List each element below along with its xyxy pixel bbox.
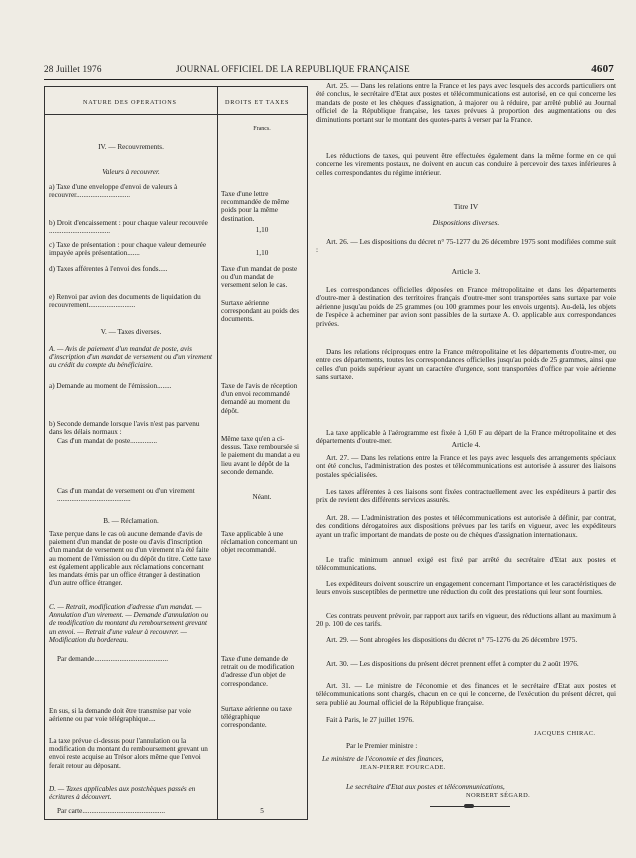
article4-heading: Article 4. bbox=[451, 440, 481, 449]
row-B-value: Taxe applicable à une réclamation concernant un objet recommandé. bbox=[221, 530, 298, 555]
art30-paragraph: Art. 30. — Les dispositions du présent décret prennent effet à compter du 2 août 1976. bbox=[326, 659, 579, 668]
row-D-value: 5 bbox=[260, 807, 264, 815]
dispositions-heading: Dispositions diverses. bbox=[432, 218, 500, 227]
row-D-label: Par carte.............................................. bbox=[57, 807, 165, 815]
section-C-title: C. — Retrait, modification d'adresse d'un mandat. — Annulation d'un virement. — Demande d'annulation ou de modification du montant du remboursement grevant un envoi. — Retrait d'une valeur à recouvrer. — Modification du bordereau. bbox=[49, 603, 209, 644]
row-d-value: Taxe d'un mandat de poste ou d'un mandat de versement selon le cas. bbox=[221, 265, 298, 290]
secretaire-line: Le secrétaire d'Etat aux postes et télécommunications, bbox=[346, 782, 505, 791]
row-b-value: 1,10 bbox=[255, 226, 269, 234]
row-Aa-label: a) Demande au moment de l'émission........ bbox=[49, 382, 172, 390]
art29-paragraph: Art. 29. — Sont abrogées les dispositions du décret n° 75-1276 du 26 décembre 1975. bbox=[326, 635, 578, 644]
row-e-value: Surtaxe aérienne correspondant au poids des documents. bbox=[221, 299, 300, 324]
row-c-label: c) Taxe de présentation : pour chaque valeur demeurée impayée après présentation....... bbox=[49, 241, 207, 258]
section-A-title: A. — Avis de paiement d'un mandat de poste, avis d'inscription d'un mandat de versement ou d'un virement au crédit du compte du bénéficiaire. bbox=[49, 345, 213, 370]
row-C-sus-label: En sus, si la demande doit être transmise par voie aérienne ou par voie télégraphique.... bbox=[49, 707, 192, 724]
section-B-title: B. — Réclamation. bbox=[103, 517, 159, 525]
row-Ab-sub1-value: Même taxe qu'en a ci-dessus. Taxe remboursée si le paiement du mandat a eu lieu avant le dépôt de la seconde demande. bbox=[221, 435, 300, 476]
art28-paragraph-2: Le trafic minimum annuel exigé est fixé par arrêté du secrétaire d'Etat aux postes et télécommunications. bbox=[316, 555, 616, 573]
header-journal-title: JOURNAL OFFICIEL DE LA REPUBLIQUE FRANÇAISE bbox=[176, 64, 410, 74]
row-d-label: d) Taxes afférentes à l'envoi des fonds..... bbox=[49, 265, 168, 273]
art26-paragraph: Art. 26. — Les dispositions du décret n° 75-1277 du 26 décembre 1975 sont modifiées comme suit : bbox=[316, 237, 616, 255]
row-B-label: Taxe perçue dans le cas où aucune demande d'avis de paiement d'un mandat de poste ou d'avis d'inscription d'un mandat de versement ou d'un virement n'a été faite au moment de l'émission ou du dépôt du titre. Cette taxe est également applicable aux réclamations concernant les mandats émis par un office étranger à destination d'un autre office étranger. bbox=[49, 530, 211, 588]
art28-paragraph-3: Les expéditeurs doivent souscrire un engagement concernant l'importance et les caractéristiques de leurs envois susceptibles de permettre une réduction du coût des prestations qui leur sont fournies. bbox=[316, 579, 616, 597]
art27-paragraph-2: Les taxes afférentes à ces liaisons sont fixées contractuellement avec les expéditeurs à partir des prix de revient des différents services assurés. bbox=[316, 487, 616, 505]
art3-paragraph-1: Les correspondances officielles déposées en France métropolitaine et dans les départements d'outre-mer à destination des territoires français d'outre-mer sont transportées sans surtaxe par voie aérienne jusqu'au poids de 25 grammes (ou 100 grammes pour les envois urgents). Au-delà, les objets de l'espèce à acheminer par avion sont passibles de la surtaxe A. O. applicable aux correspondances privées. bbox=[316, 285, 616, 328]
section-D-title: D. — Taxes applicables aux postchèques passés en écritures à découvert. bbox=[49, 785, 196, 802]
art25-paragraph: Art. 25. — Dans les relations entre la France et les pays avec lesquels des accords particuliers ont été conclus, le secrétaire d'Etat aux postes et télécommunications est autorisé, en ce qui concerne les mandats de poste et les chèques d'assignation, à majorer ou à réduire, par arrêté publié au Journal officiel de la République française, les taxes prévues à proportion des augmentations ou des diminutions portant sur le montant des quotes-parts à verser par la France. bbox=[316, 81, 616, 124]
row-c-value: 1,10 bbox=[255, 249, 269, 257]
titre-iv-heading: Titre IV bbox=[453, 202, 479, 211]
row-a-label: a) Taxe d'une enveloppe d'envoi de valeurs à recouvrer.............................. bbox=[49, 183, 178, 200]
row-Ab-sub2-value: Néant. bbox=[252, 493, 272, 501]
row-C-demande-label: Par demande......................................... bbox=[57, 655, 168, 663]
page-header bbox=[44, 64, 614, 78]
valeurs-subtitle: Valeurs à recouvrer. bbox=[102, 168, 160, 176]
end-ornament bbox=[430, 806, 510, 807]
art4-paragraph: La taxe applicable à l'aérogramme est fixée à 1,60 F au départ de la France métropolitaine et des départements d'outre-mer. bbox=[316, 428, 616, 446]
header-date: 28 Juillet 1976 bbox=[44, 64, 102, 74]
row-e-label: e) Renvoi par avion des documents de liquidation du recouvrement.......................... bbox=[49, 293, 201, 310]
signature-segard: NORBERT SÉGARD. bbox=[466, 792, 531, 799]
row-C-sus-value: Surtaxe aérienne ou taxe télégraphique correspondante. bbox=[221, 705, 292, 730]
section-v-title: V. — Taxes diverses. bbox=[100, 328, 162, 336]
row-Ab-sub2-label: Cas d'un mandat de versement ou d'un virement ......................................... bbox=[57, 487, 195, 504]
section-iv-title: IV. — Recouvrements. bbox=[98, 143, 164, 151]
header-rule bbox=[44, 79, 614, 80]
table-header-separator bbox=[45, 114, 307, 115]
table-header-droits: DROITS ET TAXES bbox=[225, 99, 290, 106]
table-header-nature: NATURE DES OPERATIONS bbox=[83, 99, 177, 106]
row-Ab-sub1-label: Cas d'un mandat de poste............... bbox=[57, 437, 158, 445]
row-C-note: La taxe prévue ci-dessus pour l'annulation ou la modification du montant du remboursement grevant un envoi reste acquise au Trésor alors même que l'envoi ferait retour au déposant. bbox=[49, 737, 208, 770]
ministre-line: Le ministre de l'économie et des finances, bbox=[322, 754, 444, 763]
article3-heading: Article 3. bbox=[451, 267, 481, 276]
art31-paragraph: Art. 31. — Le ministre de l'économie et des finances et le secrétaire d'Etat aux postes et télécommunications sont chargés, chacun en ce qui le concerne, de l'exécution du présent décret, qui sera publié au Journal officiel de la République française. bbox=[316, 681, 616, 707]
row-C-demande-value: Taxe d'une demande de retrait ou de modification d'adresse d'un objet de correspondance. bbox=[221, 655, 295, 688]
tariff-table bbox=[44, 86, 308, 820]
reductions-paragraph: Les réductions de taxes, qui peuvent être effectuées également dans la même forme en ce qui concerne les virements postaux, ne doivent en aucun cas conduire à percevoir des taxes inférieures à celles correspondantes du régime intérieur. bbox=[316, 151, 616, 177]
row-Aa-value: Taxe de l'avis de réception d'un envoi recommandé demandé au moment du dépôt. bbox=[221, 382, 298, 415]
art28-paragraph-4: Ces contrats peuvent prévoir, par rapport aux tarifs en vigueur, des réductions allant au maximum à 20 p. 100 de ces tarifs. bbox=[316, 611, 616, 629]
row-a-value: Taxe d'une lettre recommandée de même poids pour la même destination. bbox=[221, 190, 290, 223]
signature-chirac: JACQUES CHIRAC. bbox=[534, 730, 596, 737]
art27-paragraph: Art. 27. — Dans les relations entre la France et les pays avec lesquels des arrangements spéciaux ont été conclus, l'administration des postes et télécommunications est autorisée à assurer des liaisons postales spécialisées. bbox=[316, 453, 616, 479]
premier-ministre-line: Par le Premier ministre : bbox=[346, 741, 418, 750]
fait-line: Fait à Paris, le 27 juillet 1976. bbox=[326, 715, 414, 724]
signature-fourcade: JEAN-PIERRE FOURCADE. bbox=[360, 764, 446, 771]
row-Ab-label: b) Seconde demande lorsque l'avis n'est pas parvenu dans les délais normaux : bbox=[49, 420, 200, 437]
row-b-label: b) Droit d'encaissement : pour chaque valeur recouvrée .................................. bbox=[49, 219, 208, 236]
table-column-separator bbox=[217, 87, 218, 819]
art3-paragraph-2: Dans les relations réciproques entre la France métropolitaine et les départements d'outre-mer, ou entre ces départements, toutes les correspondances officielles jusqu'au poids de 25 grammes, ainsi que celles d'un poids supérieur ayant un caractère d'urgence, sont transportées d'office par voie aérienne sans surtaxe. bbox=[316, 347, 616, 382]
table-unit: Francs. bbox=[253, 126, 271, 132]
art28-paragraph: Art. 28. — L'administration des postes et télécommunications est autorisée à définir, par contrat, des conditions dérogatoires aux dispositions prévues par les tarifs en vigueur, avec les expéditeurs ayant un trafic important de mandats de poste ou de chèques d'assignation internationaux. bbox=[316, 513, 616, 539]
header-page-number: 4607 bbox=[591, 63, 614, 75]
